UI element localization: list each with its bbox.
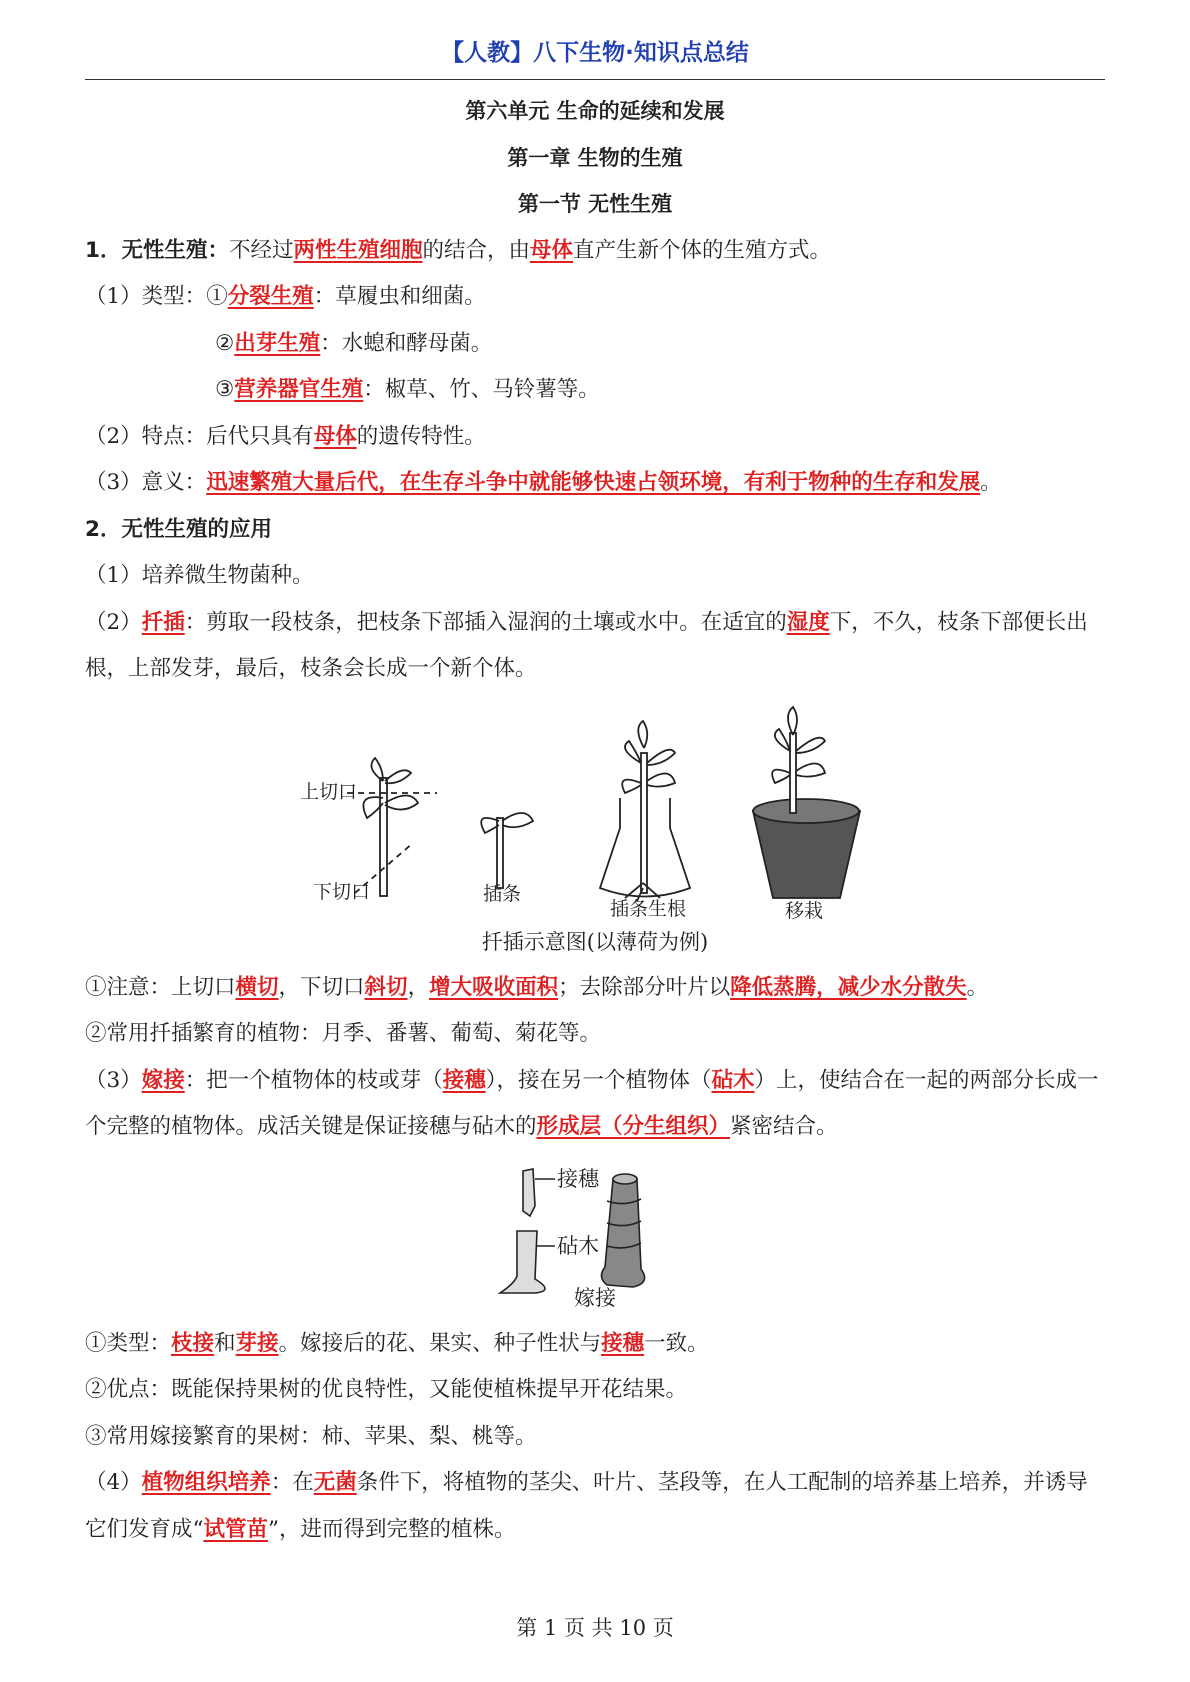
keyword: 营养器官生殖 bbox=[234, 377, 364, 402]
text: ：在 bbox=[270, 1470, 314, 1495]
keyword: 枝接 bbox=[171, 1330, 215, 1356]
keyword: 植物组织培养 bbox=[141, 1470, 271, 1495]
types-item-1 bbox=[85, 274, 1105, 321]
text: （4） bbox=[85, 1470, 142, 1495]
cutting-note bbox=[85, 965, 1105, 1012]
text: 。嫁接后的花、果实、种子性状与 bbox=[278, 1330, 602, 1356]
page-footer: 第 1 页 共 10 页 bbox=[516, 1616, 674, 1640]
header-rule bbox=[85, 79, 1105, 80]
keyword: 湿度 bbox=[786, 609, 830, 635]
trait-line bbox=[85, 414, 1105, 461]
graft-figure bbox=[85, 1151, 1105, 1321]
label-upper-cut: 上切口 bbox=[300, 780, 358, 803]
cutting-paragraph bbox=[85, 600, 1105, 693]
text: 的结合，由 bbox=[422, 237, 531, 263]
text: 一致。 bbox=[644, 1330, 709, 1356]
text: ：草履虫和细菌。 bbox=[313, 284, 486, 309]
text: 和 bbox=[214, 1330, 236, 1356]
keyword: 接穗 bbox=[442, 1067, 486, 1093]
graft-type bbox=[85, 1321, 1105, 1368]
keyword: 母体 bbox=[313, 423, 357, 449]
keyword: 芽接 bbox=[235, 1330, 279, 1356]
cutting-caption: 扦插示意图(以薄荷为例) bbox=[481, 929, 709, 954]
point-1-heading: 1．无性生殖： bbox=[85, 237, 229, 263]
label-stock: 砧木 bbox=[557, 1233, 599, 1258]
text: 直产生新个体的生殖方式。 bbox=[573, 237, 832, 263]
keyword: 出芽生殖 bbox=[234, 330, 321, 356]
keyword: 扦插 bbox=[141, 609, 185, 635]
types-item-2 bbox=[85, 321, 1105, 368]
text: （3）意义： bbox=[85, 470, 207, 495]
keyword: 增大吸收面积 bbox=[429, 974, 559, 1000]
graft-caption: 嫁接 bbox=[574, 1285, 616, 1310]
text: （2）特点：后代只具有 bbox=[85, 423, 314, 449]
text: ，下切口 bbox=[278, 974, 365, 1000]
num: ③ bbox=[215, 377, 235, 402]
keyword: 横切 bbox=[235, 974, 279, 1000]
text: ①注意：上切口 bbox=[85, 974, 236, 1000]
keyword: 接穗 bbox=[601, 1330, 645, 1356]
chapter-title: 第一章 生物的生殖 bbox=[507, 145, 683, 170]
text: ：剪取一段枝条，把枝条下部插入湿润的土壤或水中。在适宜的 bbox=[184, 609, 787, 635]
cutting-plants: ②常用扦插繁育的植物：月季、番薯、葡萄、菊花等。 bbox=[85, 1021, 602, 1046]
keyword: 无菌 bbox=[313, 1470, 357, 1495]
label-rooting: 插条生根 bbox=[610, 897, 687, 920]
keyword: 试管苗 bbox=[203, 1516, 269, 1542]
asexual-definition bbox=[85, 228, 1105, 275]
tissue-culture-paragraph bbox=[85, 1460, 1105, 1553]
num: ① bbox=[206, 284, 228, 309]
text: ：把一个植物体的枝或芽（ bbox=[184, 1067, 443, 1093]
text: 。 bbox=[966, 974, 989, 1000]
cutting-figure bbox=[85, 693, 1105, 965]
label-transplant: 移栽 bbox=[785, 899, 824, 922]
document-header: 【人教】八下生物·知识点总结 bbox=[441, 40, 749, 66]
types-prefix: （1）类型： bbox=[85, 284, 207, 309]
keyword: 嫁接 bbox=[141, 1067, 185, 1093]
text: ），接在另一个植物体（ bbox=[485, 1067, 712, 1093]
page-content bbox=[85, 88, 1105, 1553]
text: ①类型： bbox=[85, 1330, 172, 1356]
keyword: 砧木 bbox=[711, 1067, 755, 1093]
keyword: 降低蒸腾，减少水分散失 bbox=[730, 974, 967, 1000]
meaning-line bbox=[85, 460, 1105, 507]
types-item-3 bbox=[85, 367, 1105, 414]
keyword: 母体 bbox=[530, 237, 574, 263]
cutting-diagram bbox=[85, 693, 1105, 928]
keyword: 形成层（分生组织） bbox=[536, 1114, 731, 1139]
text: ， bbox=[407, 974, 430, 1000]
graft-trees: ③常用嫁接繁育的果树：柿、苹果、梨、桃等。 bbox=[85, 1423, 537, 1449]
graft-advantage: ②优点：既能保持果树的优良特性，又能使植株提早开花结果。 bbox=[85, 1377, 688, 1402]
text: （2） bbox=[85, 609, 142, 635]
text: 下，不久，枝条下部便长出根，上部发芽，最后，枝条会长成一个新个体。 bbox=[85, 609, 1088, 681]
text: ：椒草、竹、马铃薯等。 bbox=[363, 377, 600, 402]
text: ：水螅和酵母菌。 bbox=[320, 330, 493, 356]
section-title: 第一节 无性生殖 bbox=[517, 192, 673, 216]
keyword: 斜切 bbox=[364, 974, 408, 1000]
text: 不经过 bbox=[228, 237, 294, 263]
text: （3） bbox=[85, 1067, 142, 1093]
text: ”，进而得到完整的植株。 bbox=[268, 1516, 516, 1542]
label-lower-cut: 下切口 bbox=[313, 880, 371, 903]
application-1: （1）培养微生物菌种。 bbox=[85, 563, 314, 588]
text: 。 bbox=[980, 470, 1002, 495]
keyword: 分裂生殖 bbox=[227, 284, 314, 309]
text: ；去除部分叶片以 bbox=[558, 974, 731, 1000]
num: ② bbox=[215, 330, 235, 356]
text: 条件下，将植物的茎尖、叶片、茎段等，在人工配制的培养基上培养，并诱导它们发育成“ bbox=[85, 1470, 1088, 1542]
keyword: 两性生殖细胞 bbox=[293, 237, 423, 263]
label-cutting: 插条 bbox=[483, 882, 522, 905]
text: 紧密结合。 bbox=[730, 1114, 838, 1139]
point-2-heading: 2．无性生殖的应用 bbox=[85, 516, 272, 542]
graft-paragraph bbox=[85, 1058, 1105, 1151]
text: ）上，使结合在一起的两部分长成一个完整的植物体。成活关键是保证接穗与砧木的 bbox=[85, 1067, 1099, 1139]
keyword: 迅速繁殖大量后代，在生存斗争中就能够快速占领环境，有利于物种的生存和发展 bbox=[206, 470, 981, 495]
label-scion: 接穗 bbox=[557, 1166, 599, 1191]
text: 的遗传特性。 bbox=[356, 423, 486, 449]
unit-title: 第六单元 生命的延续和发展 bbox=[465, 99, 725, 123]
